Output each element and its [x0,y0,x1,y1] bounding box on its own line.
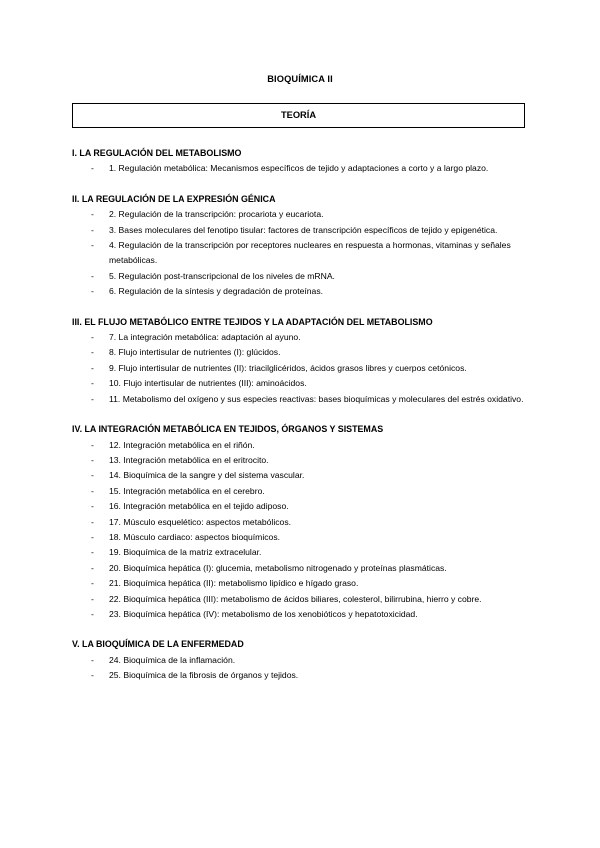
topic-item [72,653,528,668]
bullet-dash: - [91,562,94,573]
bullet-dash: - [91,286,94,297]
topic-text: 25. Bioquímica de la fibrosis de órganos y tejidos. [109,670,299,681]
bullet-dash: - [91,378,94,389]
topic-text: 18. Músculo cardiaco: aspectos bioquímicos. [109,531,281,542]
topic-text: 8. Flujo intertisular de nutrientes (I): glúcidos. [109,347,281,358]
topic-item [72,330,528,345]
topic-text: 3. Bases moleculares del fenotipo tisular: factores de transcripción específicos de tejido y epigenética. [109,224,498,235]
bullet-dash: - [91,393,94,404]
bullet-dash: - [91,224,94,235]
topic-text: 12. Integración metabólica en el riñón. [109,439,255,450]
topic-list [72,330,528,407]
topic-item [72,484,528,499]
bullet-dash: - [91,347,94,358]
topic-item [72,530,528,545]
topic-text: 23. Bioquímica hepática (IV): metabolismo de los xenobióticos y hepatotoxicidad. [109,608,418,619]
topic-list [72,161,528,176]
topic-list [72,653,528,684]
topic-text: 1. Regulación metabólica: Mecanismos específicos de tejido y adaptaciones a corto y a largo plazo. [109,163,489,174]
section-title: III. EL FLUJO METABÓLICO ENTRE TEJIDOS Y LA ADAPTACIÓN DEL METABOLISMO [72,316,433,327]
bullet-dash: - [91,516,94,527]
topic-item [72,392,528,407]
bullet-dash: - [91,578,94,589]
topic-item [72,607,528,622]
section-title: II. LA REGULACIÓN DE LA EXPRESIÓN GÉNICA [72,193,276,204]
bullet-dash: - [91,439,94,450]
topic-text: 2. Regulación de la transcripción: procariota y eucariota. [109,209,324,220]
syllabus-section [72,146,528,177]
topic-text: 6. Regulación de la síntesis y degradación de proteínas. [109,286,324,297]
topic-item [72,468,528,483]
topic-text: 14. Bioquímica de la sangre y del sistema vascular. [109,470,305,481]
topic-list [72,207,528,299]
bullet-dash: - [91,270,94,281]
topic-item [72,376,528,391]
bullet-dash: - [91,362,94,373]
topic-item [72,545,528,560]
bullet-dash: - [91,501,94,512]
topic-list [72,438,528,623]
bullet-dash: - [91,593,94,604]
topic-text: 22. Bioquímica hepática (III): metabolismo de ácidos biliares, colesterol, bilirrubina, hierro y cobre. [109,593,482,604]
syllabus-section [72,637,528,683]
topic-item [72,561,528,576]
topic-item [72,576,528,591]
bullet-dash: - [91,454,94,465]
topic-item [72,161,528,176]
topic-text: 15. Integración metabólica en el cerebro. [109,485,265,496]
bullet-dash: - [91,531,94,542]
topic-text: 19. Bioquímica de la matriz extracelular. [109,547,262,558]
topic-item [72,668,528,683]
bullet-dash: - [91,470,94,481]
topic-text: 13. Integración metabólica en el eritrocito. [109,454,269,465]
bullet-dash: - [91,547,94,558]
topic-item [72,223,528,238]
topic-item [72,361,528,376]
topic-text: 17. Músculo esquelético: aspectos metabólicos. [109,516,292,527]
topic-item [72,515,528,530]
section-title: V. LA BIOQUÍMICA DE LA ENFERMEDAD [72,639,244,650]
bullet-dash: - [91,332,94,343]
topic-item [72,438,528,453]
bullet-dash: - [91,209,94,220]
bullet-dash: - [91,670,94,681]
topic-text: 16. Integración metabólica en el tejido adiposo. [109,501,289,512]
topic-item [72,269,528,284]
bullet-dash: - [91,608,94,619]
theory-header-label: TEORÍA [280,110,317,120]
topic-text: 10. Flujo intertisular de nutrientes (III): aminoácidos. [109,378,307,389]
section-title: IV. LA INTEGRACIÓN METABÓLICA EN TEJIDOS, ÓRGANOS Y SISTEMAS [72,424,384,435]
topic-item [72,453,528,468]
bullet-dash: - [91,654,94,665]
section-title: I. LA REGULACIÓN DEL METABOLISMO [72,148,242,158]
topic-item [72,345,528,360]
topic-text: 5. Regulación post-transcripcional de los niveles de mRNA. [109,270,335,281]
topic-item [72,284,528,299]
topic-text: 7. La integración metabólica: adaptación al ayuno. [109,332,301,343]
syllabus-section [72,192,528,300]
bullet-dash: - [91,240,94,251]
bullet-dash: - [91,163,94,174]
topic-item [72,592,528,607]
topic-item [72,238,528,269]
topic-text: 24. Bioquímica de la inflamación. [109,654,236,665]
topic-text: 20. Bioquímica hepática (I): glucemia, metabolismo nitrogenado y proteínas plasmáticas. [109,562,447,573]
topic-text: 21. Bioquímica hepática (II): metabolismo lipídico e hígado graso. [109,578,359,589]
syllabus-section [72,315,528,407]
topic-text: 9. Flujo intertisular de nutrientes (II): triacilglicéridos, ácidos grasos libres y cuerpos cetónicos. [109,362,467,373]
bullet-dash: - [91,485,94,496]
topic-item [72,499,528,514]
topic-text: 11. Metabolismo del oxígeno y sus especies reactivas: bases bioquímicas y moleculares del estrés oxidativo. [109,393,524,404]
topic-text: 4. Regulación de la transcripción por receptores nucleares en respuesta a hormonas, vitaminas y señales metabólicas. [109,240,511,266]
syllabus-content [72,146,528,699]
topic-item [72,207,528,222]
theory-header-box [72,103,525,128]
document-title: BIOQUÍMICA II [267,74,333,84]
syllabus-section [72,422,528,622]
